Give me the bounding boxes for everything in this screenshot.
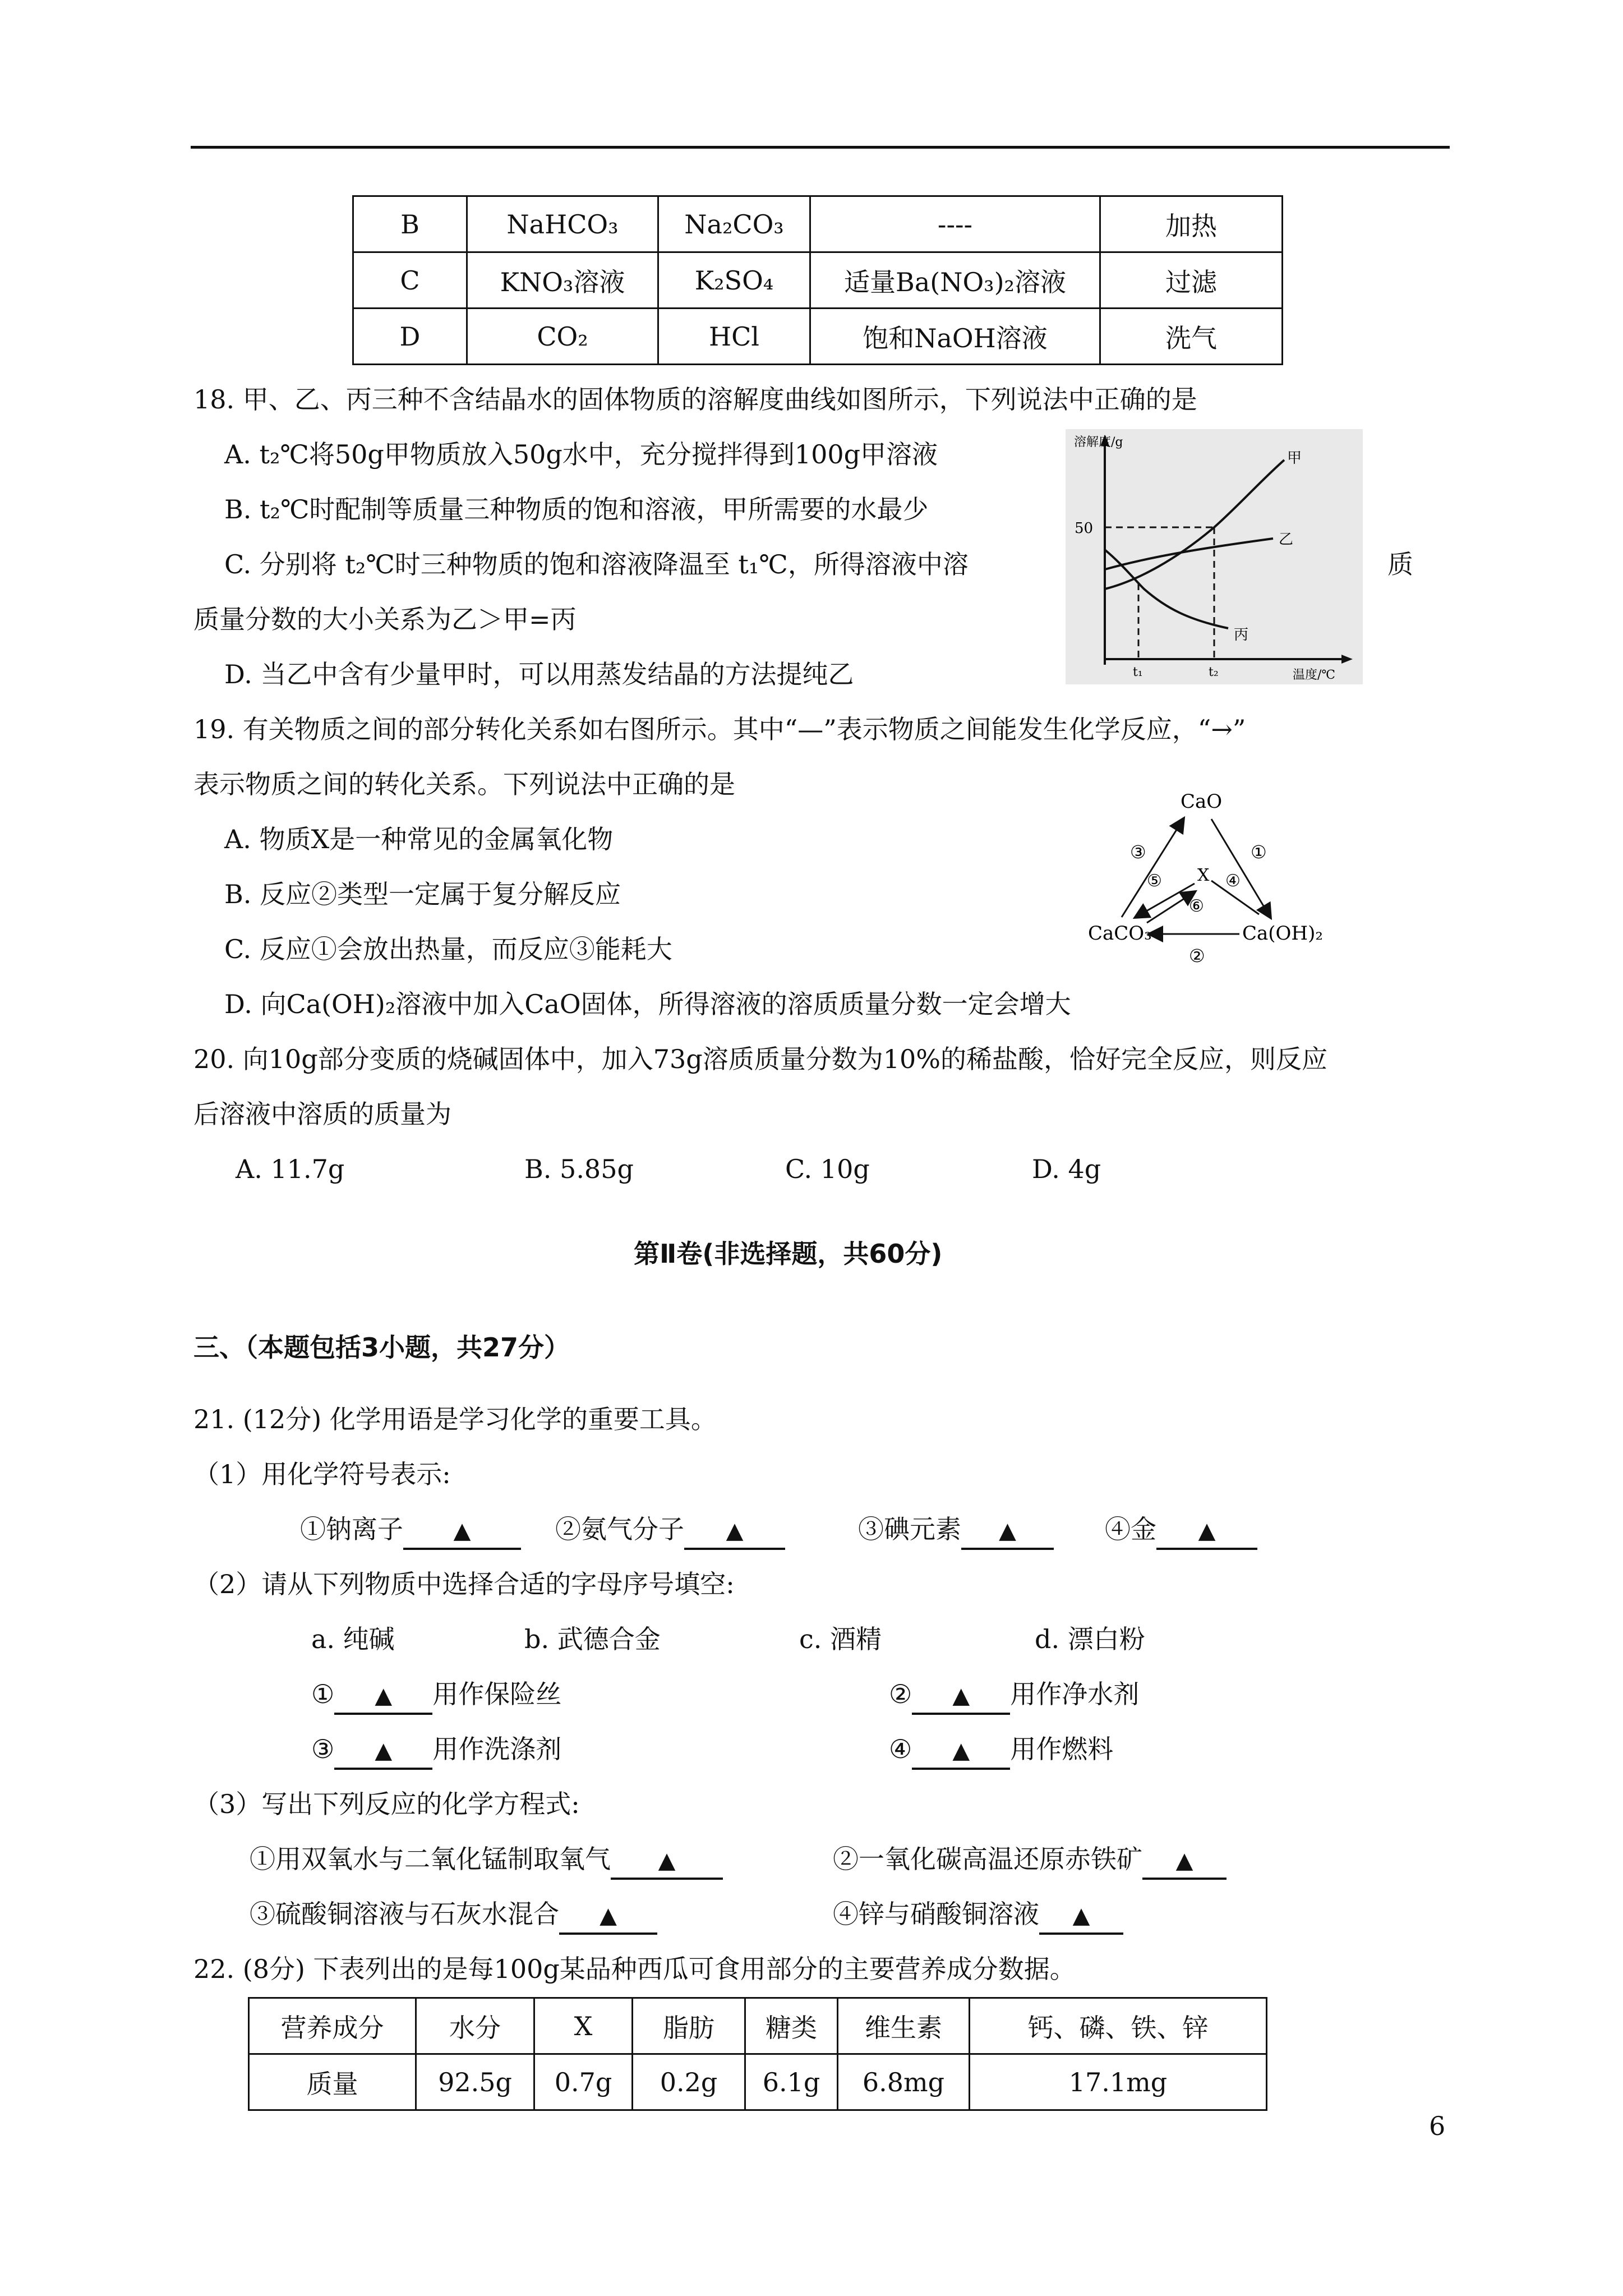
q18-option-c-tail: 质 xyxy=(1387,549,1413,579)
q21-option-a: a. 纯碱 xyxy=(311,1624,395,1654)
table-header-cell: 营养成分 xyxy=(249,1998,416,2054)
node-x: X xyxy=(1197,866,1210,885)
label-r5: ⑤ xyxy=(1147,871,1162,891)
label-jia: 甲 xyxy=(1287,450,1302,467)
q21-p2-item2 xyxy=(889,1677,1139,1715)
q20-stem-line2: 后溶液中溶质的质量为 xyxy=(193,1099,451,1129)
transformation-diagram xyxy=(1082,785,1329,970)
item-label: ④金 xyxy=(1105,1514,1156,1544)
blank-triangle-icon: ▲ xyxy=(1072,1903,1090,1929)
answer-blank[interactable] xyxy=(684,1512,785,1550)
q18-option-d: D. 当乙中含有少量甲时，可以用蒸发结晶的方法提纯乙 xyxy=(224,659,854,689)
table-header-cell: 维生素 xyxy=(838,1998,970,2054)
table-cell: 加热 xyxy=(1100,196,1283,252)
q19-stem-line1: 19. 有关物质之间的部分转化关系如右图所示。其中“—”表示物质之间能发生化学反应，“→” xyxy=(193,714,1246,744)
q21-stem: 21. (12分) 化学用语是学习化学的重要工具。 xyxy=(193,1404,717,1434)
table-cell: 适量Ba(NO₃)₂溶液 xyxy=(810,252,1100,309)
q18-option-c: C. 分别将 t₂℃时三种物质的饱和溶液降温至 t₁℃，所得溶液中溶 xyxy=(224,549,969,579)
item-label: ②一氧化碳高温还原赤铁矿 xyxy=(833,1844,1142,1874)
solubility-curve-graph xyxy=(1066,429,1363,684)
table-cell: 过滤 xyxy=(1100,252,1283,309)
q21-p1-item3 xyxy=(858,1512,1054,1550)
node-cao: CaO xyxy=(1181,790,1223,813)
q18-stem: 18. 甲、乙、丙三种不含结晶水的固体物质的溶解度曲线如图所示，下列说法中正确的是 xyxy=(193,384,1197,415)
table-cell: NaHCO₃ xyxy=(467,196,658,252)
blank-triangle-icon: ▲ xyxy=(658,1848,676,1874)
q21-option-b: b. 武德合金 xyxy=(524,1624,661,1654)
table-cell: ---- xyxy=(810,196,1100,252)
tick-t1: t₁ xyxy=(1133,665,1143,679)
table-cell: 质量 xyxy=(249,2054,416,2110)
table-header-cell: X xyxy=(534,1998,633,2054)
answer-blank[interactable] xyxy=(611,1842,723,1880)
node-caco3: CaCO₃ xyxy=(1088,922,1152,945)
q20-option-a: A. 11.7g xyxy=(236,1154,345,1184)
answer-blank[interactable] xyxy=(403,1512,521,1550)
q21-part1: （1）用化学符号表示: xyxy=(193,1459,451,1489)
table-header-cell: 钙、磷、铁、锌 xyxy=(970,1998,1267,2054)
blank-triangle-icon: ▲ xyxy=(726,1518,744,1544)
item-label: 用作燃料 xyxy=(1010,1734,1114,1764)
item-label: ③碘元素 xyxy=(858,1514,961,1544)
page-number: 6 xyxy=(1429,2111,1446,2141)
table-cell: 0.7g xyxy=(534,2054,633,2110)
table-cell: C xyxy=(353,252,467,309)
label-r1: ① xyxy=(1251,841,1267,863)
table-header-row xyxy=(249,1998,1267,2054)
blank-triangle-icon: ▲ xyxy=(952,1738,970,1764)
arrow-5 xyxy=(1136,884,1195,917)
q21-p2-item3 xyxy=(311,1732,561,1770)
answer-blank[interactable] xyxy=(912,1677,1010,1715)
q21-part3: （3）写出下列反应的化学方程式: xyxy=(193,1789,580,1819)
answer-blank[interactable] xyxy=(559,1897,657,1935)
item-label: ③硫酸铜溶液与石灰水混合 xyxy=(250,1899,559,1929)
q21-p1-item2 xyxy=(555,1512,785,1550)
q21-p3-item3 xyxy=(250,1897,657,1935)
blank-triangle-icon: ▲ xyxy=(375,1683,393,1709)
q21-option-c: c. 酒精 xyxy=(799,1624,882,1654)
table-cell: K₂SO₄ xyxy=(658,252,810,309)
label-bing: 丙 xyxy=(1234,627,1249,643)
q19-option-b: B. 反应②类型一定属于复分解反应 xyxy=(224,879,621,909)
answer-blank[interactable] xyxy=(1142,1842,1227,1880)
q21-p2-item1 xyxy=(311,1677,561,1715)
table-row xyxy=(353,252,1283,309)
blank-triangle-icon: ▲ xyxy=(952,1683,970,1709)
label-r3: ③ xyxy=(1130,841,1146,863)
item-label: ①钠离子 xyxy=(300,1514,403,1544)
q19-stem-line2: 表示物质之间的转化关系。下列说法中正确的是 xyxy=(193,769,735,799)
header-rule xyxy=(191,146,1450,149)
table-row xyxy=(249,2054,1267,2110)
blank-triangle-icon: ▲ xyxy=(1175,1848,1193,1874)
label-r6: ⑥ xyxy=(1189,896,1204,916)
label-yi: 乙 xyxy=(1279,531,1294,548)
q20-option-b: B. 5.85g xyxy=(524,1154,634,1184)
table-cell: 6.1g xyxy=(745,2054,838,2110)
label-r2: ② xyxy=(1189,945,1205,967)
q21-p3-item2 xyxy=(833,1842,1227,1880)
q20-option-c: C. 10g xyxy=(785,1154,870,1184)
table-cell: 饱和NaOH溶液 xyxy=(810,309,1100,365)
blank-triangle-icon: ▲ xyxy=(1198,1518,1216,1544)
q21-option-d: d. 漂白粉 xyxy=(1035,1624,1145,1654)
q18-option-c-cont: 质量分数的大小关系为乙＞甲=丙 xyxy=(193,604,577,634)
table-cell: 17.1mg xyxy=(970,2054,1267,2110)
q21-p2-item4 xyxy=(889,1732,1113,1770)
q21-p1-item1 xyxy=(300,1512,521,1550)
q20-stem-line1: 20. 向10g部分变质的烧碱固体中，加入73g溶质质量分数为10%的稀盐酸，恰好完全反应，则反应 xyxy=(193,1044,1327,1074)
q18-option-a: A. t₂℃将50g甲物质放入50g水中，充分搅拌得到100g甲溶液 xyxy=(224,439,938,470)
q19-option-d: D. 向Ca(OH)₂溶液中加入CaO固体，所得溶液的溶质质量分数一定会增大 xyxy=(224,989,1071,1019)
section3-title: 三、（本题包括3小题，共27分） xyxy=(193,1332,570,1363)
table-row xyxy=(353,196,1283,252)
table-row xyxy=(353,309,1283,365)
node-caoh2: Ca(OH)₂ xyxy=(1242,922,1323,945)
table-header-cell: 水分 xyxy=(416,1998,534,2054)
answer-blank[interactable] xyxy=(1156,1512,1257,1550)
q21-p1-item4 xyxy=(1105,1512,1257,1550)
table-cell: 92.5g xyxy=(416,2054,534,2110)
item-number: ② xyxy=(889,1679,912,1709)
q22-stem: 22. (8分) 下表列出的是每100g某品种西瓜可食用部分的主要营养成分数据。 xyxy=(193,1954,1076,1984)
arrow-3 xyxy=(1122,819,1183,917)
q19-option-a: A. 物质X是一种常见的金属氧化物 xyxy=(224,824,614,854)
table-cell: Na₂CO₃ xyxy=(658,196,810,252)
tick-t2: t₂ xyxy=(1209,665,1219,679)
item-number: ④ xyxy=(889,1734,912,1764)
item-number: ① xyxy=(311,1679,335,1709)
answer-blank[interactable] xyxy=(334,1732,432,1770)
q20-option-d: D. 4g xyxy=(1032,1154,1101,1184)
blank-triangle-icon: ▲ xyxy=(375,1738,393,1764)
q19-option-c: C. 反应①会放出热量，而反应③能耗大 xyxy=(224,934,672,964)
table-cell: 0.2g xyxy=(633,2054,745,2110)
q21-p3-item4 xyxy=(833,1897,1123,1935)
table-cell: HCl xyxy=(658,309,810,365)
item-label: ④锌与硝酸铜溶液 xyxy=(833,1899,1039,1929)
answer-blank[interactable] xyxy=(961,1512,1054,1550)
item-label: ②氨气分子 xyxy=(555,1514,684,1544)
x-axis-label: 温度/℃ xyxy=(1293,668,1336,682)
table-header-cell: 脂肪 xyxy=(633,1998,745,2054)
answer-blank[interactable] xyxy=(1039,1897,1123,1935)
table-cell: 6.8mg xyxy=(838,2054,970,2110)
answer-blank[interactable] xyxy=(912,1732,1010,1770)
item-label: 用作净水剂 xyxy=(1010,1679,1140,1709)
label-r4: ④ xyxy=(1225,871,1241,891)
answer-blank[interactable] xyxy=(334,1677,432,1715)
y-tick-50: 50 xyxy=(1075,520,1094,537)
table-cell: D xyxy=(353,309,467,365)
table-header-cell: 糖类 xyxy=(745,1998,838,2054)
item-number: ③ xyxy=(311,1734,335,1764)
blank-triangle-icon: ▲ xyxy=(453,1518,471,1544)
blank-triangle-icon: ▲ xyxy=(999,1518,1016,1544)
blank-triangle-icon: ▲ xyxy=(600,1903,617,1929)
table-cell: B xyxy=(353,196,467,252)
q18-option-b: B. t₂℃时配制等质量三种物质的饱和溶液，甲所需要的水最少 xyxy=(224,494,929,524)
table-cell: CO₂ xyxy=(467,309,658,365)
q21-part2: （2）请从下列物质中选择合适的字母序号填空: xyxy=(193,1569,735,1599)
item-label: ①用双氧水与二氧化锰制取氧气 xyxy=(250,1844,611,1874)
table-cell: KNO₃溶液 xyxy=(467,252,658,309)
item-label: 用作保险丝 xyxy=(432,1679,562,1709)
y-axis-label: 溶解度/g xyxy=(1074,435,1123,449)
purification-table xyxy=(352,195,1283,365)
part2-title: 第Ⅱ卷(非选择题，共60分) xyxy=(634,1239,943,1269)
q21-p3-item1 xyxy=(250,1842,723,1880)
nutrition-table xyxy=(248,1997,1267,2111)
table-cell: 洗气 xyxy=(1100,309,1283,365)
item-label: 用作洗涤剂 xyxy=(432,1734,562,1764)
